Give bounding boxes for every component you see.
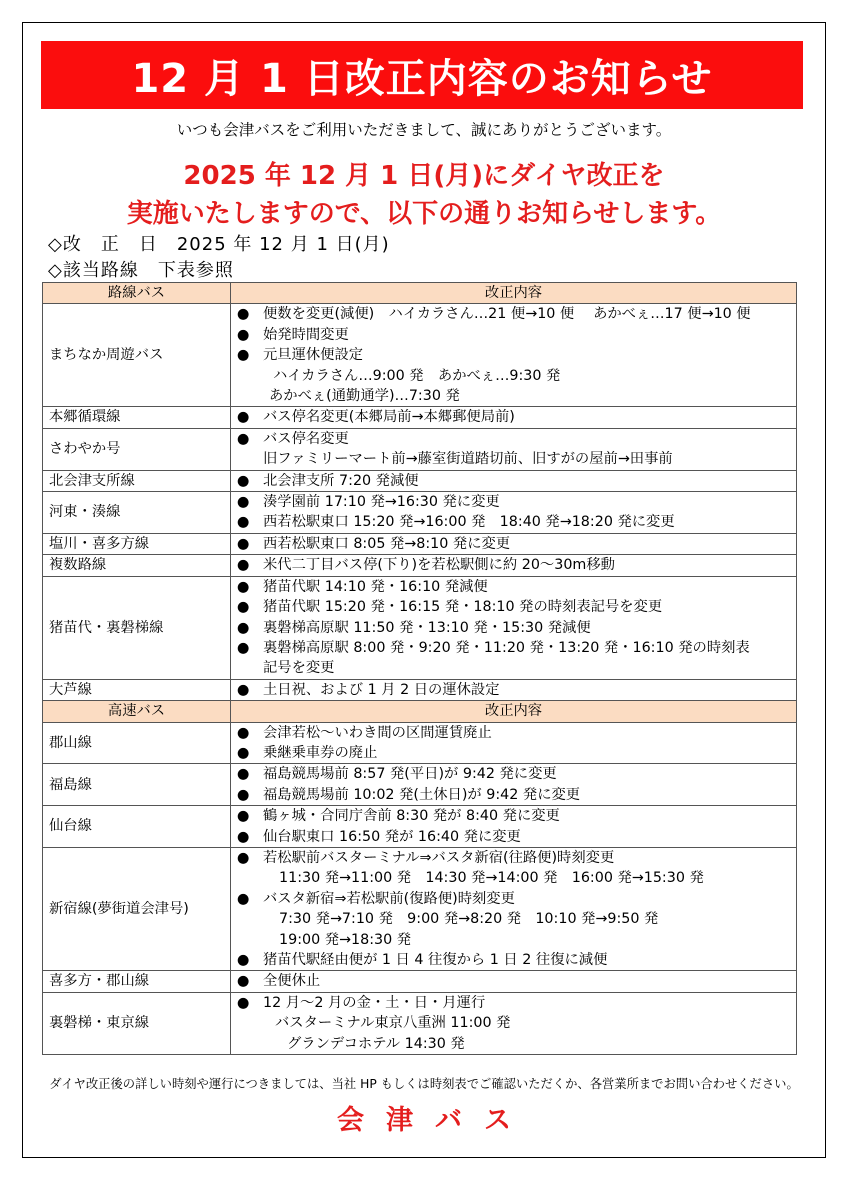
bullet-icon: ● <box>237 828 250 845</box>
item-text: 若松駅前バスターミナル⇒バスタ新宿(往路便)時刻変更 <box>263 849 615 866</box>
list-item <box>235 848 792 868</box>
list-item <box>235 555 792 575</box>
bullet-icon: ● <box>237 326 250 343</box>
bullet-icon: ● <box>237 744 250 761</box>
list-item <box>235 743 792 763</box>
bullet-icon: ● <box>237 535 250 552</box>
revision-content <box>231 764 797 806</box>
item-text: 全便休止 <box>263 973 321 990</box>
item-subtext: 7:30 発→7:10 発 9:00 発→8:20 発 10:10 発→9:50 発 <box>279 911 659 928</box>
revision-content <box>231 470 797 491</box>
revision-content <box>231 428 797 470</box>
bullet-icon: ● <box>237 766 250 783</box>
revision-content <box>231 722 797 764</box>
revision-content <box>231 407 797 428</box>
greeting-text: いつも会津バスをご利用いただきまして、誠にありがとうございます。 <box>176 121 672 139</box>
route-name: 本郷循環線 <box>43 407 231 428</box>
route-name: 大芦線 <box>43 679 231 700</box>
list-item <box>235 638 792 658</box>
list-item <box>235 407 792 427</box>
item-text: 北会津支所 7:20 発減便 <box>263 472 419 489</box>
list-item <box>235 512 792 532</box>
bullet-icon: ● <box>237 973 250 990</box>
table-row <box>43 533 797 554</box>
item-text: 西若松駅東口 8:05 発→8:10 発に変更 <box>263 535 511 552</box>
table-section-header <box>43 283 797 304</box>
list-item <box>235 950 792 970</box>
item-text: 猪苗代駅経由便が 1 日 4 往復から 1 日 2 往復に減便 <box>263 952 608 968</box>
headline-line-1: 2025 年 12 月 1 日(月)にダイヤ改正を <box>183 161 665 191</box>
item-subtext: バスターミナル東京八重洲 11:00 発 <box>275 1015 511 1032</box>
route-name: さわやか号 <box>43 428 231 470</box>
list-item <box>235 827 792 847</box>
list-item <box>235 971 792 991</box>
item-text: 湊学園前 17:10 発→16:30 発に変更 <box>263 494 500 511</box>
table-row <box>43 428 797 470</box>
revision-content <box>231 679 797 700</box>
route-name: 河東・湊線 <box>43 492 231 534</box>
item-subtext: あかべぇ(通勤通学)…7:30 発 <box>269 388 460 405</box>
bullet-icon: ● <box>237 557 250 574</box>
bullet-icon: ● <box>237 994 250 1011</box>
route-name: 喜多方・郡山線 <box>43 971 231 992</box>
bullet-icon: ● <box>237 514 250 531</box>
revision-table <box>42 282 797 1055</box>
table-row <box>43 576 797 679</box>
section-header-content: 改正内容 <box>231 283 797 304</box>
table-row <box>43 304 797 407</box>
bullet-icon: ● <box>237 808 250 825</box>
item-text: 米代二丁目バス停(下り)を若松駅側に約 20～30m移動 <box>263 557 615 574</box>
company-name: 会津バス <box>337 1105 533 1136</box>
bullet-icon: ● <box>237 890 250 907</box>
list-item <box>235 429 792 449</box>
item-text: 便数を変更(減便) ハイカラさん…21 便→10 便 あかべぇ…17 便→10 便 <box>263 306 751 323</box>
item-text: 猪苗代駅 14:10 発・16:10 発減便 <box>263 578 488 595</box>
list-item <box>235 723 792 743</box>
item-text: 仙台駅東口 16:50 発が 16:40 発に変更 <box>263 828 521 845</box>
list-item <box>235 764 792 784</box>
item-text: 12 月～2 月の金・土・日・月運行 <box>263 994 486 1011</box>
bullet-icon: ● <box>237 849 250 866</box>
bullet-icon: ● <box>237 578 250 595</box>
list-item <box>235 492 792 512</box>
item-text: バス停名変更 <box>263 430 349 447</box>
bullet-icon: ● <box>237 409 250 426</box>
item-text: 鶴ヶ城・合同庁舎前 8:30 発が 8:40 発に変更 <box>263 808 560 825</box>
table-row <box>43 679 797 700</box>
bullet-icon: ● <box>237 306 250 323</box>
item-text: 猪苗代駅 15:20 発・16:15 発・18:10 発の時刻表記号を変更 <box>263 599 663 616</box>
item-text: 裏磐梯高原駅 11:50 発・13:10 発・15:30 発減便 <box>263 619 591 636</box>
item-text: 乗継乗車券の廃止 <box>263 744 378 761</box>
affected-routes: ◇該当路線 下表参照 <box>48 260 234 281</box>
list-item <box>235 993 792 1013</box>
route-name: 複数路線 <box>43 555 231 576</box>
list-item <box>235 597 792 617</box>
route-name: まちなか周遊バス <box>43 304 231 407</box>
bullet-icon: ● <box>237 681 250 698</box>
bullet-icon: ● <box>237 724 250 741</box>
bullet-icon: ● <box>237 347 250 364</box>
revision-content <box>231 304 797 407</box>
table-row <box>43 407 797 428</box>
revision-date: ◇改 正 日 2025 年 12 月 1 日(月) <box>48 234 390 255</box>
table-row <box>43 764 797 806</box>
bullet-icon: ● <box>237 786 250 803</box>
table-section-header <box>43 701 797 722</box>
item-subtext: グランデコホテル 14:30 発 <box>287 1035 465 1052</box>
list-item <box>235 680 792 700</box>
list-item <box>235 785 792 805</box>
table-row <box>43 492 797 534</box>
item-text: 裏磐梯高原駅 8:00 発・9:20 発・11:20 発・13:20 発・16:10 発の時刻表 <box>263 639 750 656</box>
item-text: 福島競馬場前 8:57 発(平日)が 9:42 発に変更 <box>263 766 557 783</box>
route-name: 新宿線(夢街道会津号) <box>43 847 231 970</box>
revision-content <box>231 992 797 1054</box>
table-row <box>43 722 797 764</box>
item-subtext: 19:00 発→18:30 発 <box>279 931 412 948</box>
footnote: ダイヤ改正後の詳しい時刻や運行につきましては、当社 HP もしくは時刻表でご確認いただくか、各営業所までお問い合わせください。 <box>49 1077 799 1091</box>
revision-content <box>231 806 797 848</box>
revision-content <box>231 555 797 576</box>
table-row <box>43 555 797 576</box>
section-header-route: 路線バス <box>43 283 231 304</box>
item-subtext: 旧ファミリーマート前→藤室街道踏切前、旧すがの屋前→田事前 <box>263 451 673 468</box>
item-subtext: 11:30 発→11:00 発 14:30 発→14:00 発 16:00 発→15:30 発 <box>279 870 704 887</box>
section-header-content: 改正内容 <box>231 701 797 722</box>
item-text: 西若松駅東口 15:20 発→16:00 発 18:40 発→18:20 発に変更 <box>263 514 675 531</box>
bullet-icon: ● <box>237 619 250 636</box>
table-row <box>43 992 797 1054</box>
list-item <box>235 534 792 554</box>
list-item <box>235 325 792 345</box>
bullet-icon: ● <box>237 430 250 447</box>
item-subtext: ハイカラさん…9:00 発 あかべぇ…9:30 発 <box>273 367 561 384</box>
headline-line-2: 実施いたしますので、以下の通りお知らせします。 <box>126 199 722 229</box>
item-text: 福島競馬場前 10:02 発(土休日)が 9:42 発に変更 <box>263 786 581 803</box>
item-text: 土日祝、および 1 月 2 日の運休設定 <box>263 681 500 698</box>
item-text: バスタ新宿⇒若松駅前(復路便)時刻変更 <box>263 890 515 907</box>
table-row <box>43 470 797 491</box>
list-item <box>235 577 792 597</box>
list-item <box>235 889 792 909</box>
route-name: 北会津支所線 <box>43 470 231 491</box>
bullet-icon: ● <box>237 599 250 616</box>
route-name: 猪苗代・裏磐梯線 <box>43 576 231 679</box>
item-text: バス停名変更(本郷局前→本郷郵便局前) <box>263 409 515 426</box>
route-name: 仙台線 <box>43 806 231 848</box>
list-item <box>235 345 792 365</box>
list-item <box>235 806 792 826</box>
route-name: 塩川・喜多方線 <box>43 533 231 554</box>
route-name: 福島線 <box>43 764 231 806</box>
revision-content <box>231 847 797 970</box>
item-text: 元旦運休便設定 <box>263 347 364 364</box>
item-subtext: 記号を変更 <box>263 660 335 677</box>
bullet-icon: ● <box>237 494 250 511</box>
revision-content <box>231 971 797 992</box>
bullet-icon: ● <box>237 472 250 489</box>
revision-content <box>231 576 797 679</box>
item-text: 始発時間変更 <box>263 326 349 343</box>
revision-content <box>231 533 797 554</box>
route-name: 郡山線 <box>43 722 231 764</box>
table-row <box>43 847 797 970</box>
list-item <box>235 618 792 638</box>
route-name: 裏磐梯・東京線 <box>43 992 231 1054</box>
list-item <box>235 471 792 491</box>
bullet-icon: ● <box>237 639 250 656</box>
page-title: 12 月 1 日改正内容のお知らせ <box>41 41 803 109</box>
list-item <box>235 304 792 324</box>
section-header-route: 高速バス <box>43 701 231 722</box>
item-text: 会津若松～いわき間の区間運賃廃止 <box>263 724 492 741</box>
table-row <box>43 806 797 848</box>
bullet-icon: ● <box>237 952 250 968</box>
table-row <box>43 971 797 992</box>
revision-content <box>231 492 797 534</box>
